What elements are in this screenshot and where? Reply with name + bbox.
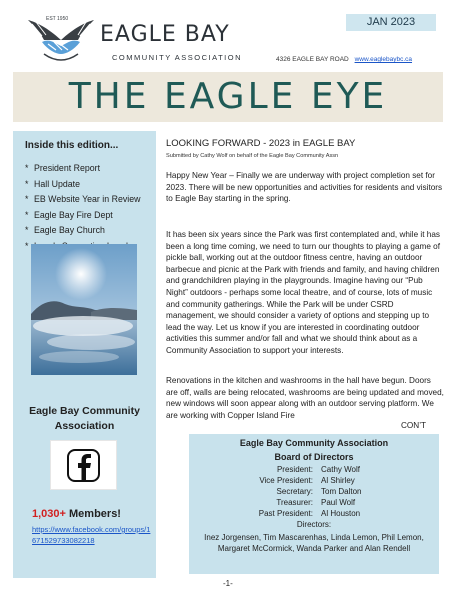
page-number: -1- <box>223 579 233 588</box>
board-role-row <box>229 497 401 508</box>
contents-item-label: Eagle Bay Church <box>34 225 105 235</box>
contents-item-label: President Report <box>34 163 101 173</box>
lake-photo <box>31 244 137 375</box>
board-role-row <box>229 486 401 497</box>
board-roles <box>229 464 401 519</box>
contents-item <box>25 208 140 224</box>
members-label: Members! <box>65 508 121 520</box>
bullet-icon: * <box>25 194 29 204</box>
contents-item <box>25 192 140 208</box>
bullet-icon: * <box>25 163 29 173</box>
role-name: Al Shirley <box>321 476 355 485</box>
newsletter-banner <box>13 72 443 122</box>
role-name: Cathy Wolf <box>321 465 360 474</box>
article-paragraph: Happy New Year – Finally we are underway with project completion set for 2023. There will be new opportunities and activities for residents and visitors to Eagle Bay starting in the spring. <box>166 171 443 204</box>
address-line <box>276 56 412 63</box>
association-name: Eagle Bay Community Association <box>29 405 140 432</box>
role-title: President: <box>276 465 313 474</box>
sidebar-heading: Inside this edition... <box>25 140 119 151</box>
bullet-icon: * <box>25 225 29 235</box>
directors-list: Inez Jorgensen, Tim Mascarenhas, Linda Lemon, Phil Lemon, Margaret McCormick, Wanda Parker and Alan Rendell <box>204 533 424 553</box>
continued-label: CON’T <box>401 421 427 430</box>
eagle-handshake-logo <box>26 10 96 68</box>
contents-item <box>25 177 140 193</box>
members-count-line <box>32 508 121 520</box>
newsletter-title: THE EAGLE EYE <box>68 76 388 117</box>
article-paragraph: Renovations in the kitchen and washrooms in the hall have begun. Doors are off, walls are being relocated, washrooms are being updated and moved, new windows will soon appear along with an outdoor serving platform. We are working with Copper Island Fire <box>166 376 444 420</box>
contents-item-label: Hall Update <box>34 178 80 189</box>
org-name: EAGLE BAY <box>100 22 230 47</box>
board-of-directors-box <box>189 434 439 574</box>
facebook-icon[interactable] <box>50 440 117 490</box>
role-title: Treasurer: <box>276 498 313 507</box>
board-role-row <box>229 475 401 486</box>
role-title: Past President: <box>258 509 313 518</box>
contents-list <box>25 161 140 254</box>
role-title: Secretary: <box>276 487 313 496</box>
bullet-icon: * <box>25 178 29 189</box>
issue-date: JAN 2023 <box>346 14 436 31</box>
article-paragraph: It has been six years since the Park was first contemplated and, while it has been a long time coming, we need to turn our thoughts to playing a game of pickle ball, working out at the outdoor fitness centre, having an outdoor barbecue and picnic at the Park with friends and family, and having children and grandchildren playing in the playgrounds. Imagine having our “Pub Night” outdoors - perhaps some local theatre, and of course, lots of music and community gatherings. While the Park will be under CSRD management, we should consider a variety of options and stepping up to lead the way. Let us know if you are interested in coordinating outdoor activities this summer and/or fall and what we should think about as a Community Association to support your interests. <box>166 230 441 355</box>
role-title: Vice President: <box>259 476 313 485</box>
article-title: LOOKING FORWARD - 2023 in EAGLE BAY <box>166 138 356 149</box>
logo-est-text: EST 1950 <box>46 16 69 22</box>
contents-item <box>25 223 140 239</box>
contents-item <box>25 161 140 177</box>
article-byline: Submitted by Cathy Wolf on behalf of the Eagle Bay Community Assn <box>166 153 339 159</box>
board-association-title: Eagle Bay Community Association <box>239 438 389 448</box>
board-role-row <box>229 508 401 519</box>
bullet-icon: * <box>25 209 29 220</box>
contents-item-label: EB Website Year in Review <box>34 194 141 204</box>
role-name: Tom Dalton <box>321 487 362 496</box>
role-name: Paul Wolf <box>321 498 356 507</box>
contents-item-label: Eagle Bay Fire Dept <box>34 209 113 220</box>
directors-label: Directors: <box>296 520 332 529</box>
role-name: Al Houston <box>321 509 361 518</box>
members-count: 1,030+ <box>32 508 66 520</box>
board-role-row <box>229 464 401 475</box>
org-subtitle: COMMUNITY ASSOCIATION <box>112 53 242 62</box>
street-address: 4326 EAGLE BAY ROAD <box>276 56 349 63</box>
bullet-icon: * <box>25 240 29 251</box>
board-heading: Board of Directors <box>274 452 354 462</box>
facebook-group-link[interactable]: https://www.facebook.com/groups/1671529733082218 <box>32 525 151 545</box>
website-link[interactable]: www.eaglebaybc.ca <box>354 56 413 63</box>
